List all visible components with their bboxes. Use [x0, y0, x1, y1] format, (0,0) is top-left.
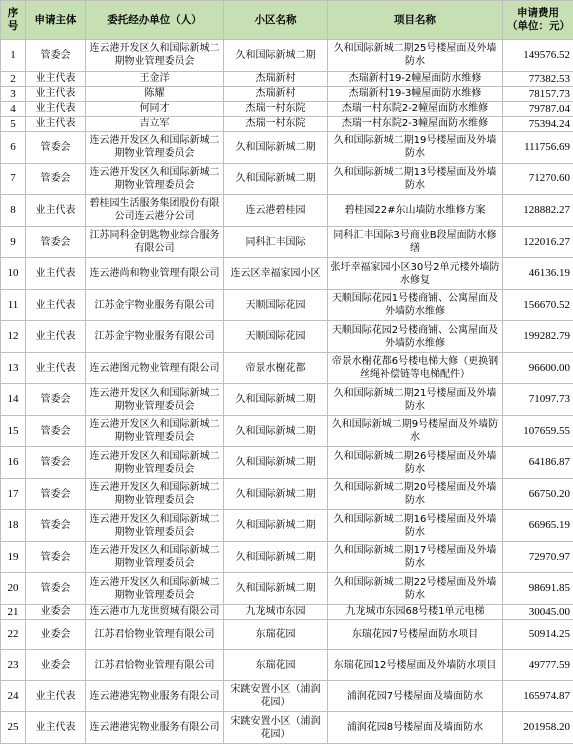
- entrusted-unit-cell: 连云港开发区久和国际新城二期物业管理委员会: [86, 541, 224, 573]
- project-cell: 张圩幸福家园小区30号2单元楼外墙防水修复: [328, 258, 503, 290]
- table-row: [1, 478, 573, 510]
- project-cell: 东瑞花园12号楼屋面及外墙防水项目: [328, 650, 503, 680]
- entrusted-unit-cell: 连云港开发区久和国际新城二期物业管理委员会: [86, 573, 224, 605]
- community-cell: 杰瑞新村: [224, 86, 328, 101]
- row-no: 6: [1, 132, 26, 164]
- applicant-cell: 业主代表: [26, 289, 86, 321]
- row-no: 13: [1, 352, 26, 384]
- table-row: [1, 712, 573, 744]
- fee-cell: 49777.59: [503, 650, 573, 680]
- applicant-cell: 业委会: [26, 604, 86, 619]
- project-cell: 杰瑞新村19-2幢屋面防水维修: [328, 71, 503, 86]
- fee-cell: 199282.79: [503, 321, 573, 353]
- fee-cell: 75394.24: [503, 117, 573, 132]
- project-cell: 杰瑞新村19-3幢屋面防水维修: [328, 86, 503, 101]
- table-row: [1, 541, 573, 573]
- table-header-row: [1, 1, 573, 40]
- entrusted-unit-cell: 江苏君恰物业管理有限公司: [86, 620, 224, 650]
- applicant-cell: 管委会: [26, 510, 86, 542]
- applicant-cell: 管委会: [26, 478, 86, 510]
- fee-cell: 50914.25: [503, 620, 573, 650]
- table-row: [1, 352, 573, 384]
- fee-cell: 78157.73: [503, 86, 573, 101]
- table-row: [1, 620, 573, 650]
- community-cell: 久和国际新城二期: [224, 415, 328, 447]
- project-cell: 久和国际新城二期19号楼屋面及外墙防水: [328, 132, 503, 164]
- header-applicant: 申请主体: [26, 1, 86, 40]
- entrusted-unit-cell: 连云港市九龙世贸城有限公司: [86, 604, 224, 619]
- community-cell: 宋跳安置小区（浦润花园）: [224, 712, 328, 744]
- row-no: 15: [1, 415, 26, 447]
- row-no: 12: [1, 321, 26, 353]
- community-cell: 久和国际新城二期: [224, 40, 328, 72]
- table-row: [1, 117, 573, 132]
- row-no: 14: [1, 384, 26, 416]
- project-cell: 久和国际新城二期17号楼屋面及外墙防水: [328, 541, 503, 573]
- table-row: [1, 195, 573, 227]
- community-cell: 宋跳安置小区（浦润花园）: [224, 680, 328, 712]
- entrusted-unit-cell: 连云港尚和物业管理有限公司: [86, 258, 224, 290]
- table-row: [1, 101, 573, 116]
- community-cell: 杰瑞一村东院: [224, 117, 328, 132]
- entrusted-unit-cell: 连云港港宪物业服务有限公司: [86, 712, 224, 744]
- community-cell: 天顺国际花园: [224, 289, 328, 321]
- community-cell: 久和国际新城二期: [224, 132, 328, 164]
- fee-cell: 165974.87: [503, 680, 573, 712]
- applicant-cell: 业主代表: [26, 680, 86, 712]
- row-no: 17: [1, 478, 26, 510]
- entrusted-unit-cell: 连云港开发区久和国际新城二期物业管理委员会: [86, 510, 224, 542]
- table-row: [1, 132, 573, 164]
- fee-cell: 46136.19: [503, 258, 573, 290]
- community-cell: 久和国际新城二期: [224, 510, 328, 542]
- project-cell: 杰瑞一村东院2-3幢屋面防水维修: [328, 117, 503, 132]
- fee-cell: 71270.60: [503, 163, 573, 195]
- applicant-cell: 业委会: [26, 650, 86, 680]
- row-no: 25: [1, 712, 26, 744]
- entrusted-unit-cell: 连云港开发区久和国际新城二期物业管理委员会: [86, 415, 224, 447]
- community-cell: 久和国际新城二期: [224, 573, 328, 605]
- table-row: [1, 258, 573, 290]
- table-row: [1, 321, 573, 353]
- project-cell: 久和国际新城二期13号楼屋面及外墙防水: [328, 163, 503, 195]
- applicant-cell: 业主代表: [26, 101, 86, 116]
- fee-cell: 71097.73: [503, 384, 573, 416]
- table-row: [1, 226, 573, 258]
- entrusted-unit-cell: 连云港开发区久和国际新城二期物业管理委员会: [86, 40, 224, 72]
- fee-cell: 111756.69: [503, 132, 573, 164]
- table-row: [1, 163, 573, 195]
- entrusted-unit-cell: 连云港港宪物业服务有限公司: [86, 680, 224, 712]
- row-no: 10: [1, 258, 26, 290]
- fee-cell: 96600.00: [503, 352, 573, 384]
- applicant-cell: 管委会: [26, 40, 86, 72]
- applicant-cell: 管委会: [26, 415, 86, 447]
- applicant-cell: 业主代表: [26, 352, 86, 384]
- applicant-cell: 业主代表: [26, 712, 86, 744]
- applicant-cell: 管委会: [26, 541, 86, 573]
- fee-cell: 77382.53: [503, 71, 573, 86]
- row-no: 18: [1, 510, 26, 542]
- community-cell: 杰瑞一村东院: [224, 101, 328, 116]
- fee-cell: 72970.97: [503, 541, 573, 573]
- entrusted-unit-cell: 碧桂园生活服务集团股份有限公司连云港分公司: [86, 195, 224, 227]
- entrusted-unit-cell: 江苏金宇物业服务有限公司: [86, 289, 224, 321]
- fee-cell: 156670.52: [503, 289, 573, 321]
- table-row: [1, 289, 573, 321]
- table-row: [1, 573, 573, 605]
- row-no: 8: [1, 195, 26, 227]
- fee-cell: 122016.27: [503, 226, 573, 258]
- community-cell: 连云港碧桂园: [224, 195, 328, 227]
- table-row: [1, 86, 573, 101]
- entrusted-unit-cell: 江苏同科金钥匙物业综合服务有限公司: [86, 226, 224, 258]
- applicant-cell: 管委会: [26, 573, 86, 605]
- community-cell: 东瑞花园: [224, 650, 328, 680]
- community-cell: 久和国际新城二期: [224, 163, 328, 195]
- project-cell: 浦润花园8号楼屋面及墙面防水: [328, 712, 503, 744]
- applicant-cell: 业主代表: [26, 71, 86, 86]
- project-cell: 杰瑞一村东院2-2幢屋面防水维修: [328, 101, 503, 116]
- community-cell: 东瑞花园: [224, 620, 328, 650]
- applicant-cell: 业主代表: [26, 86, 86, 101]
- row-no: 21: [1, 604, 26, 619]
- project-cell: 天顺国际花园2号楼商铺、公寓屋面及外墙防水维修: [328, 321, 503, 353]
- entrusted-unit-cell: 江苏君恰物业管理有限公司: [86, 650, 224, 680]
- row-no: 2: [1, 71, 26, 86]
- table-row: [1, 71, 573, 86]
- fee-cell: 149576.52: [503, 40, 573, 72]
- project-cell: 东瑞花园7号楼屋面防水项目: [328, 620, 503, 650]
- fee-cell: 128882.27: [503, 195, 573, 227]
- table-row: [1, 384, 573, 416]
- header-project: 项目名称: [328, 1, 503, 40]
- fee-cell: 98691.85: [503, 573, 573, 605]
- project-cell: 帝景水榭花都6号楼电梯大修（更换钢丝绳补偿链等电梯配件）: [328, 352, 503, 384]
- project-cell: 久和国际新城二期26号楼屋面及外墙防水: [328, 447, 503, 479]
- fee-cell: 66750.20: [503, 478, 573, 510]
- applicant-cell: 业主代表: [26, 195, 86, 227]
- fee-cell: 66965.19: [503, 510, 573, 542]
- applicant-cell: 管委会: [26, 132, 86, 164]
- fee-cell: 201958.20: [503, 712, 573, 744]
- applicant-cell: 业主代表: [26, 321, 86, 353]
- applicant-cell: 管委会: [26, 226, 86, 258]
- entrusted-unit-cell: 连云港开发区久和国际新城二期物业管理委员会: [86, 478, 224, 510]
- entrusted-unit-cell: 连云港开发区久和国际新城二期物业管理委员会: [86, 384, 224, 416]
- row-no: 5: [1, 117, 26, 132]
- table-row: [1, 447, 573, 479]
- entrusted-unit-cell: 连云港开发区久和国际新城二期物业管理委员会: [86, 447, 224, 479]
- project-cell: 久和国际新城二期9号楼屋面及外墙防水: [328, 415, 503, 447]
- table-row: [1, 680, 573, 712]
- row-no: 1: [1, 40, 26, 72]
- row-no: 9: [1, 226, 26, 258]
- project-cell: 久和国际新城二期16号楼屋面及外墙防水: [328, 510, 503, 542]
- row-no: 20: [1, 573, 26, 605]
- header-entrusted: 委托经办单位（人）: [86, 1, 224, 40]
- table-row: [1, 510, 573, 542]
- applicant-cell: 业主代表: [26, 117, 86, 132]
- header-community: 小区名称: [224, 1, 328, 40]
- table-row: [1, 40, 573, 72]
- community-cell: 连云区幸福家园小区: [224, 258, 328, 290]
- community-cell: 帝景水榭花都: [224, 352, 328, 384]
- community-cell: 同科汇丰国际: [224, 226, 328, 258]
- row-no: 24: [1, 680, 26, 712]
- entrusted-unit-cell: 何同才: [86, 101, 224, 116]
- community-cell: 九龙城市东园: [224, 604, 328, 619]
- community-cell: 天顺国际花园: [224, 321, 328, 353]
- row-no: 19: [1, 541, 26, 573]
- entrusted-unit-cell: 连云港开发区久和国际新城二期物业管理委员会: [86, 132, 224, 164]
- row-no: 11: [1, 289, 26, 321]
- project-cell: 久和国际新城二期22号楼屋面及外墙防水: [328, 573, 503, 605]
- row-no: 3: [1, 86, 26, 101]
- row-no: 16: [1, 447, 26, 479]
- header-no: 序号: [1, 1, 26, 40]
- community-cell: 久和国际新城二期: [224, 384, 328, 416]
- header-fee: 申请费用（单位：元）: [503, 1, 573, 40]
- fee-cell: 107659.55: [503, 415, 573, 447]
- applicant-cell: 管委会: [26, 384, 86, 416]
- project-cell: 九龙城市东园68号楼1单元电梯: [328, 604, 503, 619]
- fee-cell: 30045.00: [503, 604, 573, 619]
- applicant-cell: 管委会: [26, 163, 86, 195]
- project-cell: 久和国际新城二期21号楼屋面及外墙防水: [328, 384, 503, 416]
- community-cell: 久和国际新城二期: [224, 478, 328, 510]
- applicant-cell: 业委会: [26, 620, 86, 650]
- applicant-cell: 管委会: [26, 447, 86, 479]
- table-row: [1, 650, 573, 680]
- entrusted-unit-cell: 吉立军: [86, 117, 224, 132]
- fee-cell: 79787.04: [503, 101, 573, 116]
- entrusted-unit-cell: 连云港图元物业管理有限公司: [86, 352, 224, 384]
- table-row: [1, 415, 573, 447]
- project-cell: 碧桂园22#东山墙防水维修方案: [328, 195, 503, 227]
- table-row: [1, 604, 573, 619]
- row-no: 22: [1, 620, 26, 650]
- project-cell: 天顺国际花园1号楼商铺、公寓屋面及外墙防水维修: [328, 289, 503, 321]
- project-cell: 浦润花园7号楼屋面及墙面防水: [328, 680, 503, 712]
- community-cell: 久和国际新城二期: [224, 447, 328, 479]
- row-no: 23: [1, 650, 26, 680]
- entrusted-unit-cell: 连云港开发区久和国际新城二期物业管理委员会: [86, 163, 224, 195]
- project-cell: 久和国际新城二期25号楼屋面及外墙防水: [328, 40, 503, 72]
- project-cell: 同科汇丰国际3号商业B段屋面防水修缮: [328, 226, 503, 258]
- community-cell: 久和国际新城二期: [224, 541, 328, 573]
- entrusted-unit-cell: 江苏金宇物业服务有限公司: [86, 321, 224, 353]
- fee-cell: 64186.87: [503, 447, 573, 479]
- row-no: 7: [1, 163, 26, 195]
- community-cell: 杰瑞新村: [224, 71, 328, 86]
- applicant-cell: 业主代表: [26, 258, 86, 290]
- entrusted-unit-cell: 王金洋: [86, 71, 224, 86]
- entrusted-unit-cell: 陈耀: [86, 86, 224, 101]
- row-no: 4: [1, 101, 26, 116]
- project-cell: 久和国际新城二期20号楼屋面及外墙防水: [328, 478, 503, 510]
